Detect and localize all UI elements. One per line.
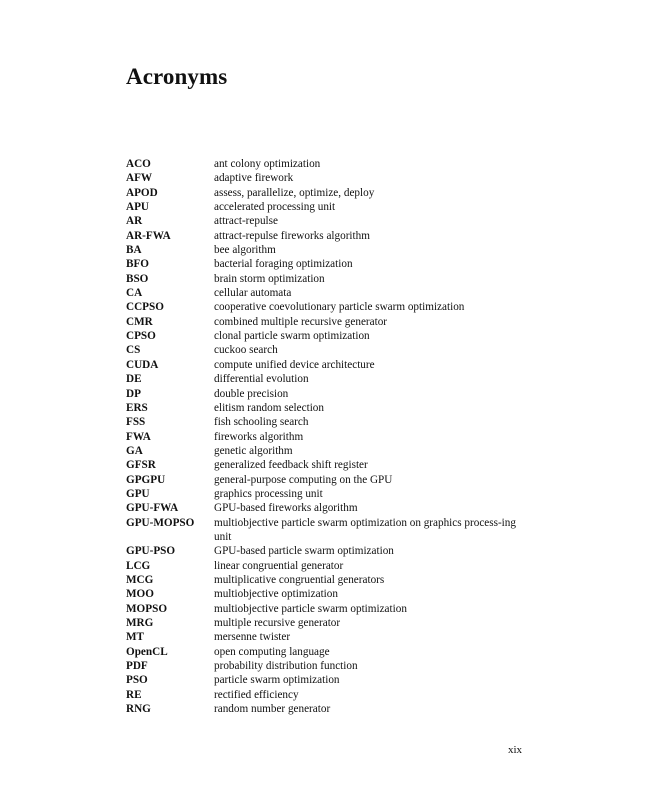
acronym-entry [126, 444, 526, 458]
acronym-definition: open computing language [214, 645, 330, 658]
acronym-definition: cuckoo search [214, 344, 278, 357]
acronym-abbreviation: MRG [126, 617, 154, 629]
acronym-entry [126, 171, 526, 185]
page-title: Acronyms [126, 64, 228, 89]
acronym-entry [126, 372, 526, 386]
acronym-definition: GPU-based fireworks algorithm [214, 502, 358, 515]
acronym-abbreviation: LCG [126, 559, 151, 572]
acronym-definition: generalized feedback shift register [214, 459, 368, 472]
acronym-entry [126, 401, 526, 415]
acronym-entry [126, 343, 526, 357]
acronym-abbreviation: MCG [126, 573, 154, 586]
acronym-entry [126, 329, 526, 343]
acronym-abbreviation: AR [126, 215, 143, 228]
acronym-definition: differential evolution [214, 373, 309, 386]
acronym-entry [126, 659, 526, 673]
acronym-definition: attract-repulse [214, 215, 278, 228]
acronym-abbreviation: GPGPU [126, 473, 166, 486]
acronym-definition: accelerated processing unit [214, 201, 336, 214]
acronym-entry [126, 602, 526, 616]
acronym-entry [126, 257, 526, 271]
acronym-definition: multiobjective particle swarm optimization [214, 602, 407, 615]
acronym-abbreviation: CUDA [126, 358, 159, 371]
acronym-entry [126, 272, 526, 286]
acronym-abbreviation: PDF [126, 660, 148, 673]
acronym-abbreviation: ACO [126, 158, 151, 170]
acronym-definition: brain storm optimization [214, 272, 325, 285]
acronym-abbreviation: FSS [126, 416, 146, 429]
acronym-abbreviation: MOPSO [126, 602, 168, 615]
acronym-definition: elitism random selection [214, 401, 324, 414]
acronym-abbreviation: CS [126, 344, 141, 357]
acronym-abbreviation: AFW [126, 172, 153, 185]
acronym-definition: cooperative coevolutionary particle swarm optimization [214, 301, 465, 314]
acronym-abbreviation: AR-FWA [126, 229, 171, 242]
acronym-abbreviation: MOO [126, 588, 154, 601]
acronym-entry [126, 573, 526, 587]
acronym-list [126, 157, 526, 716]
acronym-abbreviation: GFSR [126, 459, 156, 472]
acronym-entry [126, 688, 526, 702]
acronym-abbreviation: GPU-FWA [126, 502, 179, 515]
acronym-entry [126, 458, 526, 472]
acronym-entry [126, 286, 526, 300]
acronym-entry [126, 516, 526, 545]
acronym-entry [126, 645, 526, 659]
acronym-abbreviation: BA [126, 244, 142, 257]
acronym-definition: multiobjective particle swarm optimization on graphics process-ing unit [214, 516, 516, 543]
acronym-entry [126, 358, 526, 372]
acronym-entry [126, 702, 526, 716]
acronym-abbreviation: CPSO [126, 330, 156, 343]
acronym-abbreviation: GPU-PSO [126, 545, 176, 558]
acronym-definition: assess, parallelize, optimize, deploy [214, 186, 375, 199]
acronym-definition: rectified efficiency [214, 688, 299, 701]
acronym-abbreviation: BSO [126, 272, 149, 285]
acronym-abbreviation: PSO [126, 674, 148, 687]
acronym-abbreviation: CA [126, 287, 143, 300]
acronym-definition: general-purpose computing on the GPU [214, 473, 393, 486]
acronym-entry [126, 673, 526, 687]
acronym-entry [126, 544, 526, 558]
acronym-definition: attract-repulse fireworks algorithm [214, 229, 370, 242]
acronym-definition: multiobjective optimization [214, 588, 338, 601]
acronym-entry [126, 415, 526, 429]
acronym-entry [126, 157, 526, 171]
acronym-entry [126, 501, 526, 515]
acronym-definition: cellular automata [214, 287, 292, 300]
acronym-abbreviation: DE [126, 373, 142, 386]
acronym-entry [126, 229, 526, 243]
acronym-definition: probability distribution function [214, 660, 358, 673]
acronym-definition: random number generator [214, 703, 331, 716]
acronym-definition: bacterial foraging optimization [214, 258, 353, 271]
acronym-definition: fish schooling search [214, 416, 309, 429]
acronym-abbreviation: GA [126, 444, 143, 457]
acronym-abbreviation: FWA [126, 430, 151, 443]
acronym-abbreviation: CCPSO [126, 301, 164, 314]
acronym-definition: multiple recursive generator [214, 617, 341, 629]
acronym-abbreviation: GPU [126, 487, 150, 500]
acronym-abbreviation: RE [126, 688, 142, 701]
acronym-abbreviation: MT [126, 631, 145, 644]
acronym-entry [126, 487, 526, 501]
acronym-definition: particle swarm optimization [214, 674, 340, 687]
acronym-entry [126, 430, 526, 444]
acronym-entry [126, 214, 526, 228]
acronym-definition: genetic algorithm [214, 444, 293, 457]
acronym-definition: ant colony optimization [214, 158, 321, 170]
acronym-definition: mersenne twister [214, 631, 291, 644]
acronym-entry [126, 300, 526, 314]
acronym-definition: fireworks algorithm [214, 430, 304, 443]
acronym-abbreviation: BFO [126, 258, 149, 271]
acronym-abbreviation: GPU-MOPSO [126, 516, 195, 529]
page-number: xix [508, 744, 523, 756]
acronym-abbreviation: RNG [126, 703, 151, 716]
acronym-definition: multiplicative congruential generators [214, 573, 385, 586]
acronym-abbreviation: CMR [126, 315, 153, 328]
acronym-abbreviation: OpenCL [126, 645, 168, 658]
acronym-entry [126, 186, 526, 200]
acronym-abbreviation: APU [126, 201, 149, 214]
acronym-entry [126, 630, 526, 644]
acronym-definition: graphics processing unit [214, 487, 323, 500]
acronym-entry [126, 315, 526, 329]
acronym-entry [126, 243, 526, 257]
acronym-definition: clonal particle swarm optimization [214, 330, 370, 343]
acronym-definition: double precision [214, 387, 289, 400]
acronym-abbreviation: ERS [126, 401, 148, 414]
acronym-definition: linear congruential generator [214, 559, 344, 572]
acronym-abbreviation: APOD [126, 186, 158, 199]
acronym-definition: combined multiple recursive generator [214, 315, 388, 328]
acronym-entry [126, 473, 526, 487]
acronym-entry [126, 200, 526, 214]
acronym-abbreviation: DP [126, 387, 141, 400]
acronym-definition: bee algorithm [214, 244, 276, 257]
acronym-entry [126, 559, 526, 573]
acronym-definition: adaptive firework [214, 172, 294, 185]
acronym-entry [126, 387, 526, 401]
acronym-entry [126, 587, 526, 601]
acronym-definition: GPU-based particle swarm optimization [214, 545, 394, 558]
acronym-entry [126, 616, 526, 630]
acronym-definition: compute unified device architecture [214, 358, 375, 371]
